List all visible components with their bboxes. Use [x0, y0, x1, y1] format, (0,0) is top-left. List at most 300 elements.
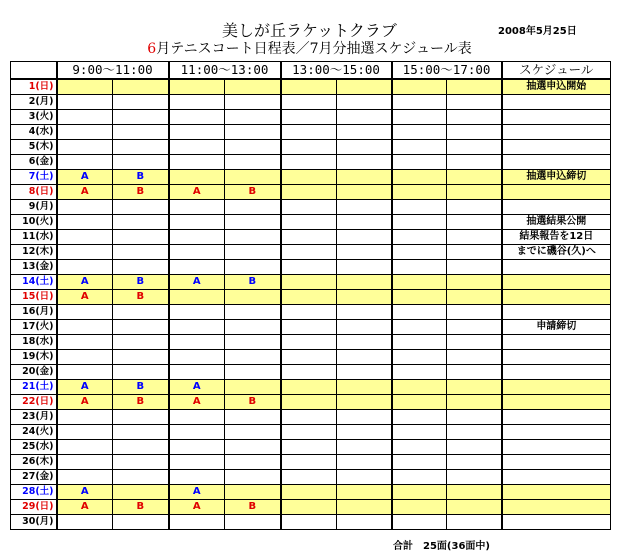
slot-header-2: 11:00～13:00	[169, 62, 281, 80]
day-label: 4(水)	[11, 125, 57, 140]
court-slot	[337, 440, 392, 455]
schedule-note: までに磯谷(久)へ	[502, 245, 611, 260]
schedule-note: 抽選申込開始	[502, 79, 611, 95]
day-label: 29(日)	[11, 500, 57, 515]
court-slot: A	[169, 395, 225, 410]
court-slot	[57, 230, 113, 245]
court-slot	[113, 140, 169, 155]
court-slot	[57, 260, 113, 275]
table-row	[11, 155, 611, 170]
court-slot: A	[57, 275, 113, 290]
court-slot	[225, 125, 281, 140]
court-slot	[281, 260, 337, 275]
court-slot	[281, 350, 337, 365]
table-row	[11, 215, 611, 230]
table-row	[11, 470, 611, 485]
table-row	[11, 425, 611, 440]
court-slot	[337, 79, 392, 95]
schedule-note: 抽選結果公開	[502, 215, 611, 230]
court-slot	[447, 380, 502, 395]
court-slot	[57, 410, 113, 425]
court-slot	[392, 79, 447, 95]
court-slot	[337, 350, 392, 365]
court-slot	[113, 425, 169, 440]
court-slot	[169, 95, 225, 110]
court-slot: A	[57, 485, 113, 500]
court-slot	[169, 260, 225, 275]
court-slot: B	[225, 185, 281, 200]
schedule-note: 結果報告を12日	[502, 230, 611, 245]
table-row	[11, 395, 611, 410]
court-slot	[392, 335, 447, 350]
schedule-note	[502, 410, 611, 425]
court-slot	[337, 170, 392, 185]
court-slot	[57, 155, 113, 170]
table-row	[11, 170, 611, 185]
court-slot	[337, 500, 392, 515]
table-row	[11, 440, 611, 455]
court-slot	[57, 470, 113, 485]
day-label: 9(月)	[11, 200, 57, 215]
schedule-note: 抽選申込締切	[502, 170, 611, 185]
club-title: 美しが丘ラケットクラブ	[222, 21, 397, 40]
court-slot: A	[57, 395, 113, 410]
day-label: 3(火)	[11, 110, 57, 125]
court-slot	[337, 305, 392, 320]
court-slot	[337, 320, 392, 335]
court-slot	[447, 410, 502, 425]
court-slot	[225, 440, 281, 455]
court-slot	[57, 95, 113, 110]
court-slot	[225, 200, 281, 215]
court-slot	[447, 320, 502, 335]
day-label: 6(金)	[11, 155, 57, 170]
table-row	[11, 350, 611, 365]
court-slot	[225, 155, 281, 170]
court-slot	[113, 230, 169, 245]
court-slot	[225, 290, 281, 305]
court-slot	[392, 275, 447, 290]
court-slot	[113, 260, 169, 275]
schedule-note	[502, 365, 611, 380]
court-slot	[392, 245, 447, 260]
court-slot	[281, 125, 337, 140]
schedule-note	[502, 470, 611, 485]
court-slot: A	[169, 380, 225, 395]
schedule-note	[502, 290, 611, 305]
court-slot	[337, 185, 392, 200]
court-slot	[281, 140, 337, 155]
schedule-note	[502, 335, 611, 350]
day-label: 24(火)	[11, 425, 57, 440]
court-slot	[281, 155, 337, 170]
court-slot: B	[113, 290, 169, 305]
schedule-note	[502, 425, 611, 440]
day-label: 30(月)	[11, 515, 57, 530]
court-slot	[225, 455, 281, 470]
court-slot: A	[57, 170, 113, 185]
day-label: 10(火)	[11, 215, 57, 230]
court-slot	[447, 440, 502, 455]
schedule-note	[502, 275, 611, 290]
header-row	[11, 62, 611, 80]
court-slot	[113, 440, 169, 455]
court-slot	[447, 215, 502, 230]
day-label: 7(土)	[11, 170, 57, 185]
court-slot	[447, 155, 502, 170]
day-label: 19(木)	[11, 350, 57, 365]
schedule-note	[502, 485, 611, 500]
court-slot	[281, 170, 337, 185]
subtitle-month: 6	[147, 41, 157, 57]
court-slot	[337, 110, 392, 125]
court-slot	[447, 125, 502, 140]
court-slot	[447, 110, 502, 125]
schedule-note	[502, 500, 611, 515]
court-slot	[169, 320, 225, 335]
table-row	[11, 290, 611, 305]
court-slot	[281, 455, 337, 470]
court-slot	[57, 110, 113, 125]
court-slot	[113, 320, 169, 335]
day-label: 18(水)	[11, 335, 57, 350]
court-slot	[113, 485, 169, 500]
court-slot	[337, 470, 392, 485]
day-label: 2(月)	[11, 95, 57, 110]
court-slot	[392, 215, 447, 230]
court-slot	[57, 125, 113, 140]
schedule-note	[502, 260, 611, 275]
court-slot	[337, 275, 392, 290]
court-slot	[113, 365, 169, 380]
court-slot	[447, 335, 502, 350]
court-slot	[337, 140, 392, 155]
court-slot	[392, 500, 447, 515]
court-slot	[169, 440, 225, 455]
court-slot	[57, 335, 113, 350]
court-slot	[281, 245, 337, 260]
court-slot	[169, 425, 225, 440]
court-slot	[337, 95, 392, 110]
day-label: 20(金)	[11, 365, 57, 380]
schedule-note: 申請締切	[502, 320, 611, 335]
day-label: 11(水)	[11, 230, 57, 245]
court-slot	[337, 410, 392, 425]
court-slot	[57, 425, 113, 440]
court-slot	[57, 305, 113, 320]
court-slot	[225, 425, 281, 440]
court-slot	[57, 440, 113, 455]
court-slot	[447, 305, 502, 320]
court-slot	[225, 95, 281, 110]
court-slot	[447, 275, 502, 290]
court-slot	[169, 470, 225, 485]
court-slot	[392, 95, 447, 110]
court-slot	[392, 170, 447, 185]
day-label: 16(月)	[11, 305, 57, 320]
court-slot	[169, 305, 225, 320]
table-row	[11, 260, 611, 275]
court-slot	[337, 290, 392, 305]
table-row	[11, 410, 611, 425]
day-label: 15(日)	[11, 290, 57, 305]
court-slot	[337, 395, 392, 410]
court-slot	[447, 140, 502, 155]
court-slot	[225, 350, 281, 365]
court-slot	[447, 500, 502, 515]
court-slot	[169, 79, 225, 95]
court-slot	[169, 170, 225, 185]
table-row	[11, 230, 611, 245]
day-label: 28(土)	[11, 485, 57, 500]
court-slot	[447, 350, 502, 365]
court-slot	[281, 110, 337, 125]
court-slot	[225, 140, 281, 155]
table-row	[11, 125, 611, 140]
court-slot	[337, 485, 392, 500]
court-slot	[169, 455, 225, 470]
schedule-note	[502, 305, 611, 320]
court-slot	[337, 245, 392, 260]
court-slot	[337, 125, 392, 140]
court-slot	[392, 350, 447, 365]
table-row	[11, 110, 611, 125]
schedule-note	[502, 350, 611, 365]
court-slot	[337, 365, 392, 380]
day-column-header	[11, 62, 57, 80]
court-slot	[392, 395, 447, 410]
court-slot: A	[169, 500, 225, 515]
court-slot	[225, 170, 281, 185]
court-slot	[169, 125, 225, 140]
court-slot	[281, 200, 337, 215]
court-slot	[113, 305, 169, 320]
table-row	[11, 200, 611, 215]
court-slot	[337, 230, 392, 245]
court-slot	[392, 290, 447, 305]
court-slot: B	[113, 185, 169, 200]
court-slot	[225, 515, 281, 530]
table-row	[11, 380, 611, 395]
court-slot	[225, 79, 281, 95]
table-row	[11, 515, 611, 530]
court-slot	[169, 290, 225, 305]
court-slot	[392, 380, 447, 395]
court-slot	[337, 200, 392, 215]
court-slot	[225, 215, 281, 230]
court-slot	[392, 200, 447, 215]
court-slot	[169, 200, 225, 215]
day-label: 27(金)	[11, 470, 57, 485]
schedule-note	[502, 395, 611, 410]
court-slot: A	[57, 290, 113, 305]
court-slot	[392, 155, 447, 170]
court-slot	[57, 245, 113, 260]
court-slot	[113, 245, 169, 260]
schedule-note	[502, 185, 611, 200]
court-slot: B	[113, 395, 169, 410]
court-slot	[169, 365, 225, 380]
table-row	[11, 335, 611, 350]
court-slot	[169, 140, 225, 155]
court-slot	[281, 320, 337, 335]
court-slot	[392, 230, 447, 245]
day-label: 14(土)	[11, 275, 57, 290]
table-row	[11, 500, 611, 515]
court-slot	[447, 455, 502, 470]
court-slot	[169, 245, 225, 260]
table-row	[11, 245, 611, 260]
slot-header-4: 15:00～17:00	[392, 62, 502, 80]
court-slot	[113, 455, 169, 470]
day-label: 17(火)	[11, 320, 57, 335]
day-label: 21(土)	[11, 380, 57, 395]
table-row	[11, 485, 611, 500]
court-slot	[225, 335, 281, 350]
court-slot	[337, 380, 392, 395]
court-slot: A	[57, 500, 113, 515]
court-slot	[281, 305, 337, 320]
court-slot	[281, 79, 337, 95]
court-slot	[57, 200, 113, 215]
court-slot	[447, 425, 502, 440]
court-slot	[113, 95, 169, 110]
court-slot	[281, 95, 337, 110]
schedule-note	[502, 110, 611, 125]
court-slot	[447, 170, 502, 185]
court-slot	[169, 110, 225, 125]
court-slot	[225, 320, 281, 335]
court-slot	[169, 335, 225, 350]
court-slot	[281, 275, 337, 290]
schedule-note	[502, 455, 611, 470]
court-slot	[281, 365, 337, 380]
court-slot: B	[225, 395, 281, 410]
court-slot	[57, 350, 113, 365]
court-slot	[392, 305, 447, 320]
court-slot	[337, 425, 392, 440]
court-slot: B	[225, 275, 281, 290]
court-slot	[113, 79, 169, 95]
court-slot	[113, 515, 169, 530]
table-row	[11, 185, 611, 200]
court-slot	[225, 410, 281, 425]
court-slot	[281, 395, 337, 410]
court-slot	[169, 515, 225, 530]
court-slot	[392, 470, 447, 485]
court-slot	[225, 305, 281, 320]
court-slot	[281, 185, 337, 200]
schedule-note	[502, 95, 611, 110]
court-slot	[281, 485, 337, 500]
court-slot	[392, 515, 447, 530]
day-label: 8(日)	[11, 185, 57, 200]
court-slot: B	[225, 500, 281, 515]
court-slot	[57, 215, 113, 230]
court-slot	[281, 425, 337, 440]
slot-header-1: 9:00～11:00	[57, 62, 169, 80]
court-slot	[57, 79, 113, 95]
court-slot	[447, 79, 502, 95]
court-slot	[447, 395, 502, 410]
court-slot	[113, 410, 169, 425]
court-slot	[392, 440, 447, 455]
court-slot	[281, 515, 337, 530]
court-slot: A	[57, 380, 113, 395]
court-slot: A	[169, 485, 225, 500]
schedule-note	[502, 440, 611, 455]
schedule-note	[502, 380, 611, 395]
subtitle-text: 月テニスコート日程表／7月分抽選スケジュール表	[156, 41, 472, 57]
document-date: 2008年5月25日	[498, 26, 577, 37]
court-slot	[447, 290, 502, 305]
court-slot	[225, 245, 281, 260]
court-slot	[113, 125, 169, 140]
court-slot	[113, 155, 169, 170]
court-slot: A	[57, 185, 113, 200]
court-slot	[392, 125, 447, 140]
court-slot	[337, 455, 392, 470]
table-row	[11, 95, 611, 110]
court-slot	[169, 350, 225, 365]
court-slot	[392, 140, 447, 155]
court-slot	[392, 320, 447, 335]
court-slot	[225, 230, 281, 245]
court-slot	[113, 335, 169, 350]
court-slot	[337, 155, 392, 170]
court-slot	[447, 230, 502, 245]
schedule-note	[502, 515, 611, 530]
court-slot	[57, 365, 113, 380]
court-slot	[225, 365, 281, 380]
court-slot	[225, 260, 281, 275]
table-row	[11, 275, 611, 290]
court-slot	[281, 290, 337, 305]
day-label: 12(木)	[11, 245, 57, 260]
court-slot: A	[169, 275, 225, 290]
court-slot	[281, 500, 337, 515]
court-slot	[281, 380, 337, 395]
court-slot	[225, 110, 281, 125]
court-slot	[337, 515, 392, 530]
court-slot	[392, 485, 447, 500]
slot-header-3: 13:00～15:00	[281, 62, 392, 80]
court-slot	[447, 245, 502, 260]
day-label: 23(月)	[11, 410, 57, 425]
court-slot	[113, 350, 169, 365]
table-row	[11, 455, 611, 470]
court-slot: B	[113, 500, 169, 515]
day-label: 5(木)	[11, 140, 57, 155]
court-slot	[447, 365, 502, 380]
court-slot	[447, 485, 502, 500]
court-slot	[447, 185, 502, 200]
table-row	[11, 79, 611, 95]
court-slot: A	[169, 185, 225, 200]
court-slot: B	[113, 170, 169, 185]
court-slot	[447, 470, 502, 485]
court-slot	[392, 425, 447, 440]
court-slot	[392, 410, 447, 425]
court-slot	[447, 515, 502, 530]
schedule-note	[502, 155, 611, 170]
court-slot	[169, 215, 225, 230]
table-row	[11, 305, 611, 320]
court-slot	[337, 215, 392, 230]
table-row	[11, 140, 611, 155]
court-slot	[57, 320, 113, 335]
court-slot	[57, 140, 113, 155]
